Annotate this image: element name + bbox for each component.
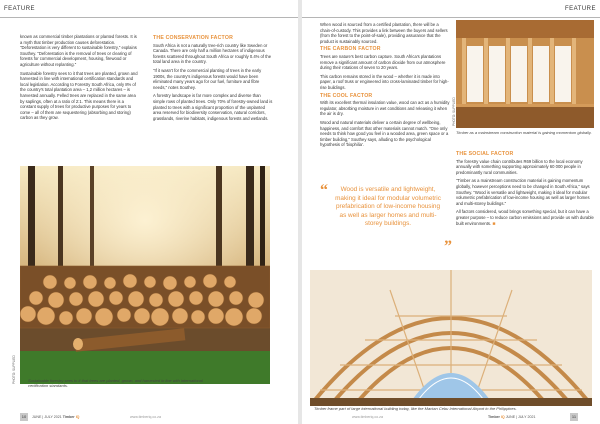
right-column-1: [320, 22, 450, 151]
page-number: 10: [21, 414, 27, 419]
paragraph: "If it wasn't for the commercial planting of trees in the early 1900s, the country's indigenous forests would have been eliminated many years ago for our fuel, furniture and fibre needs," notes Southey.: [153, 67, 262, 90]
pull-quote: [320, 182, 452, 255]
section-heading: THE COOL FACTOR: [320, 92, 373, 99]
paragraph: [456, 209, 594, 227]
quote-open-icon: “: [320, 182, 328, 199]
page-footer: [0, 410, 298, 424]
magazine-name: Timber: [488, 415, 500, 419]
issue-date: JUNE | JULY 2021: [505, 415, 536, 419]
quote-close-icon: ”: [444, 238, 452, 255]
magazine-name: Timber: [62, 415, 75, 419]
left-column-2: [153, 34, 273, 124]
section-heading: THE CONSERVATION FACTOR: [153, 35, 234, 41]
paragraph-text: All factors considered, wood brings something special, but it can have a greater purpose – to reduce carbon emissions and provide us with durable built environments.: [456, 209, 594, 226]
photo-credit: PHOTO: SUPPLIED: [452, 97, 456, 126]
forest-log-pile-photo: [20, 166, 270, 384]
section-tab: FEATURE: [564, 6, 596, 12]
photo-caption: Sustainable forestry sees to it that trees are planted, grown, and harvested in line with international certification standards.: [28, 378, 203, 388]
section-heading: THE SOCIAL FACTOR: [456, 151, 514, 157]
pull-quote-text: Wood is versatile and lightweight, making it ideal for modular volumetric prefabrication of low-income housing as well as larger homes and multi-storey buildings.: [335, 186, 441, 228]
paragraph: known as commercial timber plantations or planted forests. It is a myth that timber production causes deforestation. "Deforestation is very different to sustainable forestry," explains Southey. "Deforestation is the removal of trees or clearing of forests for commercial development, housing, firewood or agriculture without replanting.": [20, 34, 137, 67]
paragraph: A forestry landscape is far more complex and diverse than simple rows of planted trees. Only 70% of forestry-owned land is planted to trees with a significant proportion of the unplanted area reserved for biodiversity conservation, natural corridors, grasslands, riverine habitats, indigenous forests and wetlands.: [153, 93, 273, 121]
end-mark-icon: ■: [492, 220, 496, 227]
footer-url[interactable]: www.timberiq.co.za: [130, 415, 161, 419]
photo-caption: Timber as a mainstream construction material is gaining momentum globally.: [456, 130, 592, 135]
footer-issue: [488, 415, 535, 419]
paragraph: With its excellent thermal insulation value, wood can act as a humidity regulator, absorbing moisture in wet conditions and releasing it when the air is dry.: [320, 100, 450, 117]
footer-url[interactable]: www.timberiq.co.za: [352, 415, 383, 419]
photo-credit: PHOTO: SUPPLIED: [12, 355, 16, 384]
section-heading: THE CARBON FACTOR: [320, 46, 381, 53]
photo-caption: Timber frame part of large international building today, like the Mactan Cebu International Airport in the Philippines.: [314, 406, 517, 411]
left-column-1: [20, 34, 138, 124]
paragraph: Trees are nature's best carbon capture. South Africa's plantations remove a significant amount of carbon dioxide from our atmosphere during their rotations of seven to 20 years.: [320, 53, 446, 71]
paragraph: This carbon remains stored in the wood – whether it is made into paper, a roof truss or engineered into cross-laminated timber for high-rise buildings.: [320, 73, 449, 90]
paragraph: "Timber as a mainstream construction material is gaining momentum globally, however perceptions need to be changed in South Africa," says Southey. "Wood is versatile and lightweight, making it ideal for modular volumetric prefabrication of low-income housing as well as larger homes and multi-storey buildings.": [456, 178, 590, 206]
paragraph: When wood is sourced from a certified plantation, there will be a chain-of-custody. This provides a link between the buyers and sellers (from the forest to the point-of-sale), providing assurance that the product is sustainably sourced.: [320, 22, 448, 44]
divider: [0, 17, 298, 18]
paragraph: Sustainable forestry sees to it that trees are planted, grown and harvested in line with international certification standards and local legislation. According to Forestry South Africa, only 8% of the country's total plantation area – 1,2 million hectares – is harvested annually. Felled trees are replaced in the same area by saplings, often at a ratio of 2:1. This means there is a constant supply of trees for productive purposes for years to come – all of them are sequestering (absorbing and storing) carbon as they grow.: [20, 70, 138, 121]
issue-date: JUNE | JULY 2021: [32, 415, 62, 419]
paragraph: The forestry value chain contributes R69 billion to the local economy annually with something supporting approximately 60 000 people in predominantly rural communities.: [456, 158, 583, 175]
footer-issue: [32, 415, 79, 419]
timber-building-photo: [456, 20, 594, 128]
paragraph: Wood and natural materials deliver a certain degree of wellbeing, happiness, and comfort that other materials cannot match. "One only needs to think how good you feel in a wooded area, green space or a timber building," Southey says, alluding to the psychological hypothesis of 'biophilia'.: [320, 119, 449, 148]
right-page: [302, 0, 600, 424]
divider: [302, 17, 600, 18]
paragraph: South Africa is not a naturally tree-rich country like Sweden or Canada. There are only half a million hectares of indigenous forests scattered throughout South Africa or roughly 0.4% of the total land area in the country.: [153, 42, 272, 65]
magazine-suffix: IQ: [75, 415, 80, 419]
page-number: 11: [571, 414, 577, 419]
airport-timber-roof-photo: [310, 270, 592, 406]
page-footer: [302, 410, 600, 424]
section-tab: FEATURE: [4, 6, 36, 12]
right-column-2: [456, 150, 594, 230]
left-page: [0, 0, 298, 424]
magazine-suffix: IQ: [500, 415, 505, 419]
